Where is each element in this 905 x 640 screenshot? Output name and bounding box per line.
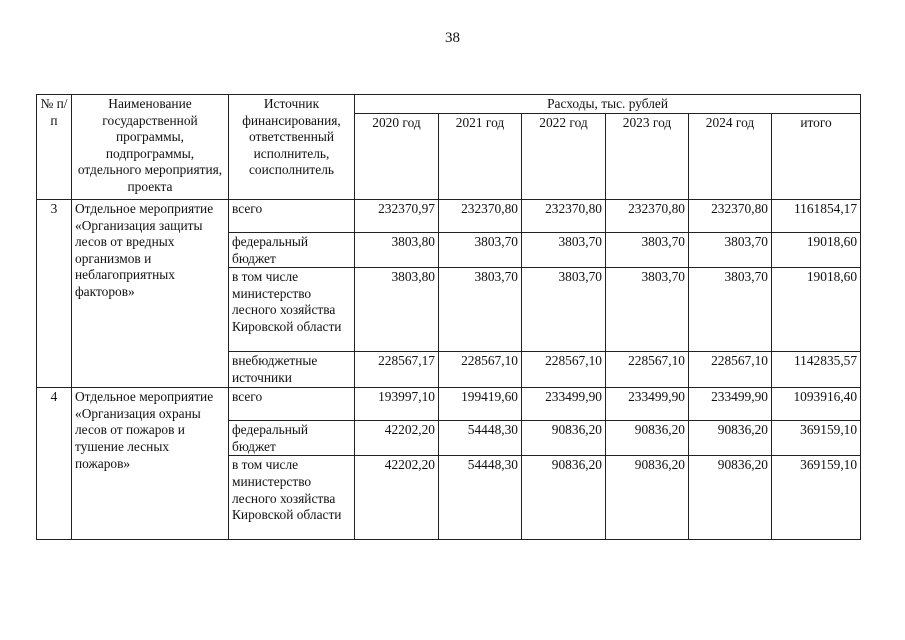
value-cell: 90836,20: [522, 456, 606, 540]
total-cell: 369159,10: [772, 456, 861, 540]
value-cell: 193997,10: [355, 388, 439, 421]
total-cell: 369159,10: [772, 421, 861, 456]
value-cell: 42202,20: [355, 456, 439, 540]
value-cell: 90836,20: [606, 421, 689, 456]
value-cell: 3803,70: [606, 268, 689, 352]
activity-name: Отдельное мероприятие «Организация защиты лесов от вредных организмов и неблагоприятных факторов»: [72, 200, 229, 388]
value-cell: 3803,70: [689, 233, 772, 268]
activity-name: Отдельное мероприятие «Организация охраны лесов от пожаров и тушение лесных пожаров»: [72, 388, 229, 540]
value-cell: 232370,80: [606, 200, 689, 233]
value-cell: 3803,70: [439, 268, 522, 352]
value-cell: 3803,70: [606, 233, 689, 268]
value-cell: 233499,90: [689, 388, 772, 421]
value-cell: 228567,10: [689, 352, 772, 388]
value-cell: 228567,17: [355, 352, 439, 388]
funding-source: федеральный бюджет: [229, 233, 355, 268]
value-cell: 228567,10: [522, 352, 606, 388]
funding-source: всего: [229, 200, 355, 233]
value-cell: 232370,80: [439, 200, 522, 233]
header-expenses: Расходы, тыс. рублей: [355, 95, 861, 114]
value-cell: 3803,70: [522, 233, 606, 268]
value-cell: 3803,70: [689, 268, 772, 352]
value-cell: 54448,30: [439, 456, 522, 540]
funding-source: в том числе министерство лесного хозяйства Кировской области: [229, 268, 355, 352]
total-cell: 19018,60: [772, 268, 861, 352]
total-cell: 1161854,17: [772, 200, 861, 233]
header-year-2023: 2023 год: [606, 114, 689, 200]
value-cell: 90836,20: [522, 421, 606, 456]
value-cell: 3803,70: [522, 268, 606, 352]
total-cell: 1093916,40: [772, 388, 861, 421]
value-cell: 228567,10: [606, 352, 689, 388]
funding-source: в том числе министерство лесного хозяйства Кировской области: [229, 456, 355, 540]
header-year-2021: 2021 год: [439, 114, 522, 200]
value-cell: 54448,30: [439, 421, 522, 456]
funding-source: федеральный бюджет: [229, 421, 355, 456]
total-cell: 1142835,57: [772, 352, 861, 388]
header-source: Источник финансирования, ответственный исполнитель, соисполнитель: [229, 95, 355, 200]
value-cell: 3803,80: [355, 233, 439, 268]
value-cell: 42202,20: [355, 421, 439, 456]
header-number: № п/п: [37, 95, 72, 200]
value-cell: 199419,60: [439, 388, 522, 421]
value-cell: 233499,90: [606, 388, 689, 421]
value-cell: 228567,10: [439, 352, 522, 388]
budget-table: [36, 94, 861, 540]
header-year-2024: 2024 год: [689, 114, 772, 200]
value-cell: 232370,97: [355, 200, 439, 233]
funding-source: всего: [229, 388, 355, 421]
header-total: итого: [772, 114, 861, 200]
value-cell: 90836,20: [689, 456, 772, 540]
funding-source: внебюджетные источники: [229, 352, 355, 388]
value-cell: 3803,80: [355, 268, 439, 352]
row-index: 4: [37, 388, 72, 540]
table-row: [37, 200, 861, 233]
row-index: 3: [37, 200, 72, 388]
value-cell: 233499,90: [522, 388, 606, 421]
header-name: Наименование государственной программы, подпрограммы, отдельного мероприятия, проекта: [72, 95, 229, 200]
value-cell: 90836,20: [689, 421, 772, 456]
table-row: [37, 388, 861, 421]
value-cell: 90836,20: [606, 456, 689, 540]
page-number: 38: [445, 30, 460, 46]
header-year-2020: 2020 год: [355, 114, 439, 200]
value-cell: 232370,80: [689, 200, 772, 233]
total-cell: 19018,60: [772, 233, 861, 268]
header-year-2022: 2022 год: [522, 114, 606, 200]
value-cell: 3803,70: [439, 233, 522, 268]
value-cell: 232370,80: [522, 200, 606, 233]
